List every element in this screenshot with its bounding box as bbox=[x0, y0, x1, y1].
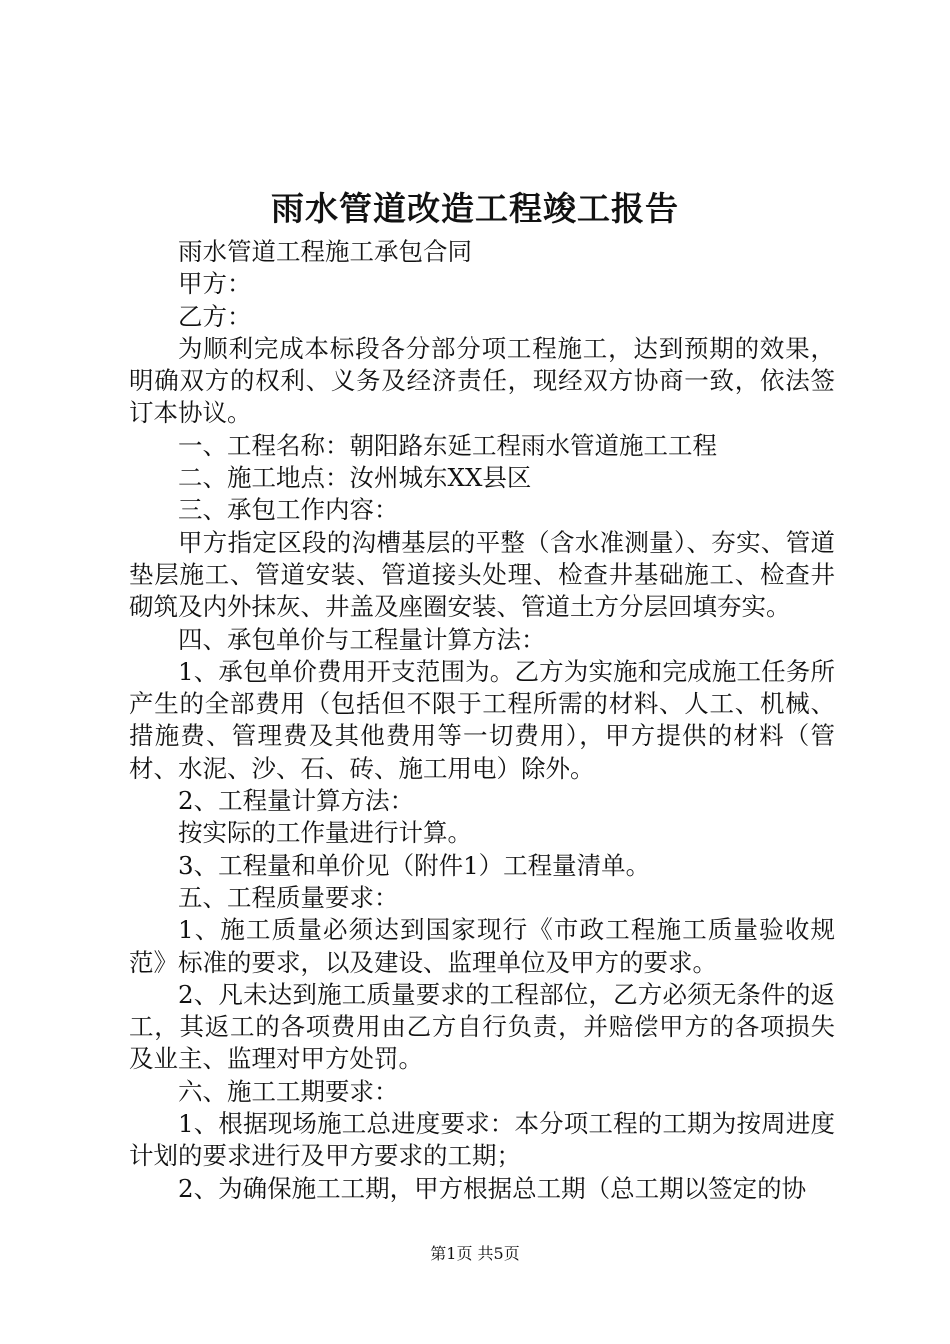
paragraph: 四、承包单价与工程量计算方法： bbox=[178, 624, 546, 654]
paragraph: 甲方指定区段的沟槽基层的平整（含水准测量）、夯实、管道垫层施工、管道安装、管道接头处理、检查井基础施工、检查井砌筑及内外抹灰、井盖及座圈安装、管道土方分层回填夯实。 bbox=[129, 527, 835, 622]
paragraph: 五、工程质量要求： bbox=[178, 882, 399, 912]
paragraph: 1、根据现场施工总进度要求：本分项工程的工期为按周进度计划的要求进行及甲方要求的工期； bbox=[129, 1109, 835, 1171]
paragraph: 三、承包工作内容： bbox=[178, 495, 399, 525]
paragraph: 为顺利完成本标段各分部分项工程施工，达到预期的效果，明确双方的权利、义务及经济责任，现经双方协商一致，依法签订本协议。 bbox=[129, 333, 835, 428]
document-body bbox=[129, 236, 835, 1205]
paragraph: 甲方： bbox=[178, 269, 252, 299]
paragraph: 1、承包单价费用开支范围为。乙方为实施和完成施工任务所产生的全部费用（包括但不限于工程所需的材料、人工、机械、措施费、管理费及其他费用等一切费用），甲方提供的材料（管材、水泥、沙、石、砖、施工用电）除外。 bbox=[129, 656, 835, 783]
paragraph: 3、工程量和单价见（附件1）工程量清单。 bbox=[178, 850, 651, 880]
document-title: 雨水管道改造工程竣工报告 bbox=[271, 189, 679, 228]
paragraph: 六、施工工期要求： bbox=[178, 1076, 399, 1106]
page-footer: 第1页 共5页 bbox=[430, 1244, 520, 1263]
paragraph: 按实际的工作量进行计算。 bbox=[178, 818, 472, 848]
paragraph: 2、凡未达到施工质量要求的工程部位，乙方必须无条件的返工，其返工的各项费用由乙方自行负责，并赔偿甲方的各项损失及业主、监理对甲方处罚。 bbox=[129, 979, 835, 1074]
paragraph: 2、为确保施工工期，甲方根据总工期（总工期以签定的协 bbox=[178, 1173, 807, 1203]
paragraph: 雨水管道工程施工承包合同 bbox=[178, 237, 472, 266]
paragraph: 1、施工质量必须达到国家现行《市政工程施工质量验收规范》标准的要求，以及建设、监理单位及甲方的要求。 bbox=[129, 915, 835, 977]
paragraph: 一、工程名称：朝阳路东延工程雨水管道施工工程 bbox=[178, 430, 717, 460]
paragraph: 乙方： bbox=[178, 301, 252, 331]
paragraph: 2、工程量计算方法： bbox=[178, 786, 415, 816]
paragraph: 二、施工地点：汝州城东XX县区 bbox=[178, 463, 532, 493]
